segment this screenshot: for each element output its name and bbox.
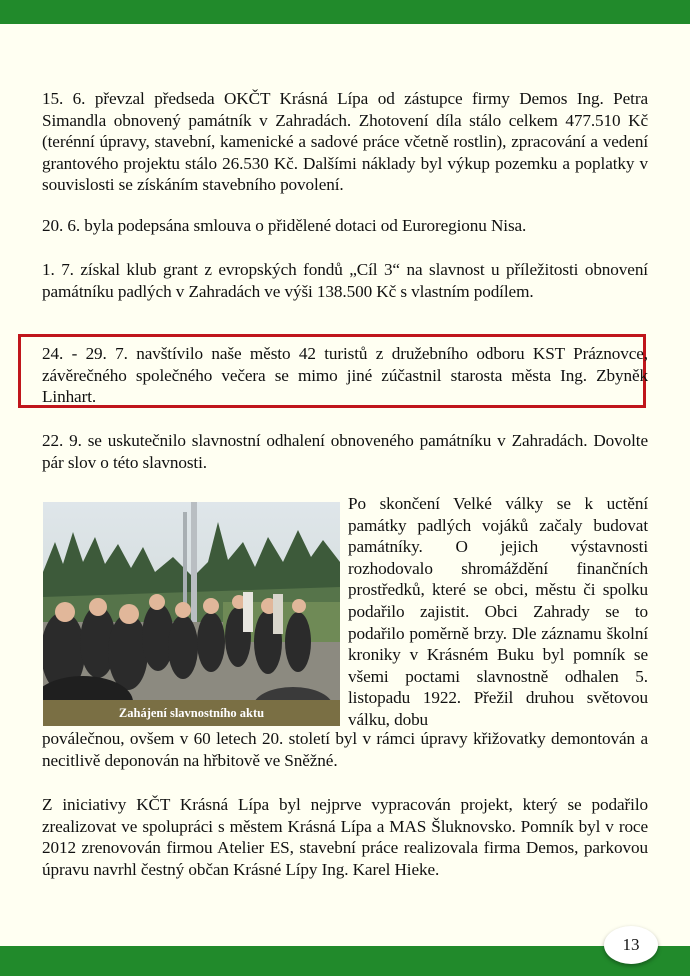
top-green-band [0, 0, 690, 24]
paragraph-history-continued: poválečnou, ovšem v 60 letech 20. století byl v rámci úpravy křižovatky demontován a necitlivě deponován na hřbitově ve Sněžné. [42, 729, 648, 770]
bottom-green-band [0, 946, 690, 976]
paragraph-unveiling: 22. 9. se uskutečnilo slavnostní odhalení obnoveného památníku v Zahradách. Dovolte pár slov o této slavnosti. [42, 431, 648, 472]
paragraph-handover: 15. 6. převzal předseda OKČT Krásná Lípa od zástupce firmy Demos Ing. Petra Simandla obnovený památník v Zahradách. Zhotovení díla stálo celkem 477.510 Kč (terénní úpravy, stavební, kamenické a sadové práce včetně rostlin), zpracování a vedení grantového projektu stálo 26.530 Kč. Dalšími náklady byl výkup pozemku a poplatky v souvislosti se získáním stavebního povolení. [42, 89, 648, 195]
page-number: 13 [604, 926, 658, 964]
ceremony-photo [43, 502, 340, 726]
paragraph-visit-highlighted: 24. - 29. 7. navštívilo naše město 42 turistů z družebního odboru KST Práznovce, závěrečného společného večera se mimo jiné zúčastnil starosta města Ing. Zbyněk Linhart. [42, 344, 648, 407]
photo-caption: Zahájení slavnostního aktu [43, 700, 340, 726]
paragraph-contract: 20. 6. byla podepsána smlouva o přidělené dotaci od Euroregionu Nisa. [42, 216, 527, 235]
paragraph-history: Po skončení Velké války se k uctění památky padlých vojáků začaly budovat památníky. O jejich výstavnosti rozhodovalo shromáždění finančních prostředků, které se obci, městu či spolku podařilo zajistit. Obci Zahrady se to podařilo poměrně brzy. Dle záznamu školní kroniky v Krásném Buku byl pomník se všemi poctami slavnostně odhalen 5. listopadu 1922. Přežil druhou světovou válku, dobu [348, 494, 648, 729]
paragraph-grant: 1. 7. získal klub grant z evropských fondů „Cíl 3“ na slavnost u příležitosti obnovení památníku padlých v Zahradách ve výši 138.500 Kč s vlastním podílem. [42, 260, 648, 301]
paragraph-renovation: Z iniciativy KČT Krásná Lípa byl nejprve vypracován projekt, který se podařilo zrealizovat ve spolupráci s městem Krásná Lípa a MAS Šluknovsko. Pomník byl v roce 2012 zrenovován firmou Atelier ES, stavební práce realizovala firma Demos, parkovou úpravu navrhl čestný občan Krásné Lípy Ing. Karel Hieke. [42, 795, 648, 879]
